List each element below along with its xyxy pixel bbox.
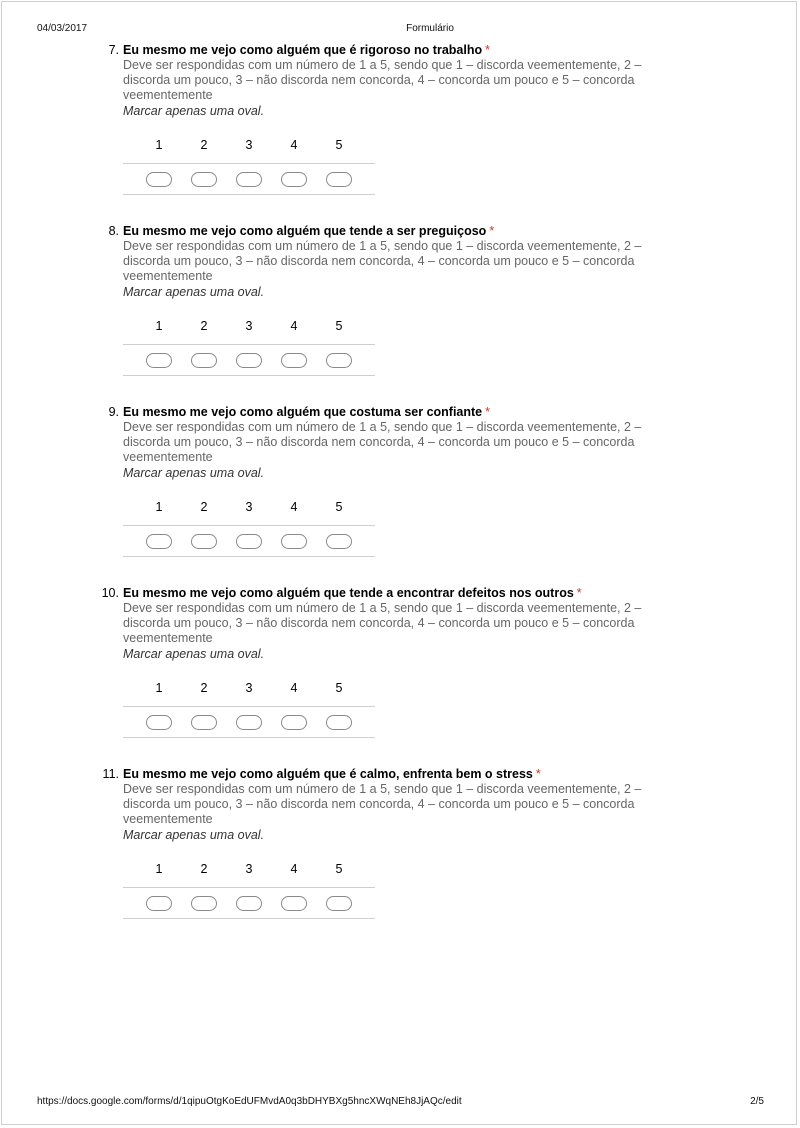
question-title-text: Eu mesmo me vejo como alguém que é rigoroso no trabalho	[123, 43, 483, 57]
required-asterisk: *	[576, 586, 582, 600]
question-description: Deve ser respondidas com um número de 1 a 5, sendo que 1 – discorda veementemente, 2 – discorda um pouco, 3 – não discorda nem concorda, 4 – concorda um pouco e 5 – concorda veementemente	[123, 601, 642, 646]
scale-option-4-radio[interactable]	[281, 534, 307, 549]
divider	[123, 344, 375, 345]
question-description: Deve ser respondidas com um número de 1 a 5, sendo que 1 – discorda veementemente, 2 – discorda um pouco, 3 – não discorda nem concorda, 4 – concorda um pouco e 5 – concorda veementemente	[123, 782, 642, 827]
scale-label: 1	[155, 862, 163, 876]
question-description: Deve ser respondidas com um número de 1 a 5, sendo que 1 – discorda veementemente, 2 – discorda um pouco, 3 – não discorda nem concorda, 4 – concorda um pouco e 5 – concorda veementemente	[123, 58, 642, 103]
question-number: 9.	[108, 405, 119, 419]
required-asterisk: *	[535, 767, 541, 781]
divider	[123, 525, 375, 526]
question-10	[0, 585, 800, 766]
question-8	[0, 223, 800, 404]
scale-label: 1	[155, 500, 163, 514]
scale-label: 4	[290, 500, 298, 514]
question-instruction: Marcar apenas uma oval.	[123, 647, 265, 661]
question-number: 7.	[108, 43, 119, 57]
scale-label: 1	[155, 319, 163, 333]
scale-label: 3	[245, 500, 253, 514]
scale-label: 3	[245, 862, 253, 876]
scale-option-3-radio[interactable]	[236, 534, 262, 549]
question-title-text: Eu mesmo me vejo como alguém que é calmo, enfrenta bem o stress	[123, 767, 533, 781]
question-description: Deve ser respondidas com um número de 1 a 5, sendo que 1 – discorda veementemente, 2 – discorda um pouco, 3 – não discorda nem concorda, 4 – concorda um pouco e 5 – concorda veementemente	[123, 420, 642, 465]
scale-label: 2	[200, 862, 208, 876]
scale-option-4-radio[interactable]	[281, 353, 307, 368]
scale-label: 5	[335, 138, 343, 152]
scale-option-4-radio[interactable]	[281, 715, 307, 730]
divider	[123, 375, 375, 376]
divider	[123, 706, 375, 707]
scale-option-3-radio[interactable]	[236, 172, 262, 187]
footer-url: https://docs.google.com/forms/d/1qipuOtgKoEdUFMvdA0q3bDHYBXg5hncXWqNEh8JjAQc/edit	[37, 1096, 462, 1107]
scale-option-3-radio[interactable]	[236, 715, 262, 730]
scale-option-2-radio[interactable]	[191, 172, 217, 187]
question-number: 11.	[102, 767, 119, 781]
scale-label: 3	[245, 319, 253, 333]
scale-option-5-radio[interactable]	[326, 715, 352, 730]
question-title	[123, 42, 490, 58]
scale-option-5-radio[interactable]	[326, 896, 352, 911]
scale-option-1-radio[interactable]	[146, 715, 172, 730]
divider	[123, 737, 375, 738]
required-asterisk: *	[489, 224, 495, 238]
scale-label: 5	[335, 319, 343, 333]
scale-option-1-radio[interactable]	[146, 896, 172, 911]
question-description: Deve ser respondidas com um número de 1 a 5, sendo que 1 – discorda veementemente, 2 – discorda um pouco, 3 – não discorda nem concorda, 4 – concorda um pouco e 5 – concorda veementemente	[123, 239, 642, 284]
scale-label: 1	[155, 138, 163, 152]
print-date: 04/03/2017	[37, 23, 88, 34]
question-7	[0, 42, 800, 223]
question-title	[123, 404, 490, 420]
scale-label: 4	[290, 319, 298, 333]
divider	[123, 556, 375, 557]
scale-label: 5	[335, 681, 343, 695]
scale-option-1-radio[interactable]	[146, 172, 172, 187]
divider	[123, 194, 375, 195]
linear-scale	[123, 138, 375, 195]
scale-option-1-radio[interactable]	[146, 353, 172, 368]
question-title	[123, 766, 541, 782]
question-11	[0, 766, 800, 947]
scale-label: 5	[335, 500, 343, 514]
scale-option-3-radio[interactable]	[236, 353, 262, 368]
required-asterisk: *	[485, 405, 491, 419]
scale-option-2-radio[interactable]	[191, 896, 217, 911]
page-number: 2/5	[750, 1096, 764, 1107]
question-instruction: Marcar apenas uma oval.	[123, 828, 265, 842]
question-title-text: Eu mesmo me vejo como alguém que costuma ser confiante	[123, 405, 483, 419]
scale-label: 3	[245, 138, 253, 152]
required-asterisk: *	[485, 43, 490, 57]
scale-label: 2	[200, 681, 208, 695]
scale-option-5-radio[interactable]	[326, 534, 352, 549]
question-title	[123, 223, 494, 239]
divider	[123, 887, 375, 888]
question-number: 8.	[108, 224, 119, 238]
scale-option-2-radio[interactable]	[191, 353, 217, 368]
scale-option-5-radio[interactable]	[326, 353, 352, 368]
question-title-text: Eu mesmo me vejo como alguém que tende a ser preguiçoso	[123, 224, 487, 238]
page-title: Formulário	[406, 23, 454, 34]
scale-label: 5	[335, 862, 343, 876]
linear-scale	[123, 500, 375, 557]
scale-option-3-radio[interactable]	[236, 896, 262, 911]
scale-option-2-radio[interactable]	[191, 534, 217, 549]
scale-label: 2	[200, 500, 208, 514]
scale-option-4-radio[interactable]	[281, 896, 307, 911]
linear-scale	[123, 681, 375, 738]
question-number: 10.	[101, 586, 119, 600]
divider	[123, 918, 375, 919]
scale-option-1-radio[interactable]	[146, 534, 172, 549]
question-9	[0, 404, 800, 585]
question-instruction: Marcar apenas uma oval.	[123, 285, 265, 299]
scale-label: 3	[245, 681, 253, 695]
scale-label: 4	[290, 138, 298, 152]
linear-scale	[123, 319, 375, 376]
question-instruction: Marcar apenas uma oval.	[123, 466, 265, 480]
scale-option-2-radio[interactable]	[191, 715, 217, 730]
scale-label: 2	[200, 138, 208, 152]
question-instruction: Marcar apenas uma oval.	[123, 104, 265, 118]
scale-option-4-radio[interactable]	[281, 172, 307, 187]
question-title-text: Eu mesmo me vejo como alguém que tende a encontrar defeitos nos outros	[123, 586, 574, 600]
scale-label: 2	[200, 319, 208, 333]
question-title	[123, 585, 582, 601]
divider	[123, 163, 375, 164]
scale-label: 4	[290, 862, 298, 876]
scale-label: 1	[155, 681, 163, 695]
linear-scale	[123, 862, 375, 919]
scale-option-5-radio[interactable]	[326, 172, 352, 187]
scale-label: 4	[290, 681, 298, 695]
